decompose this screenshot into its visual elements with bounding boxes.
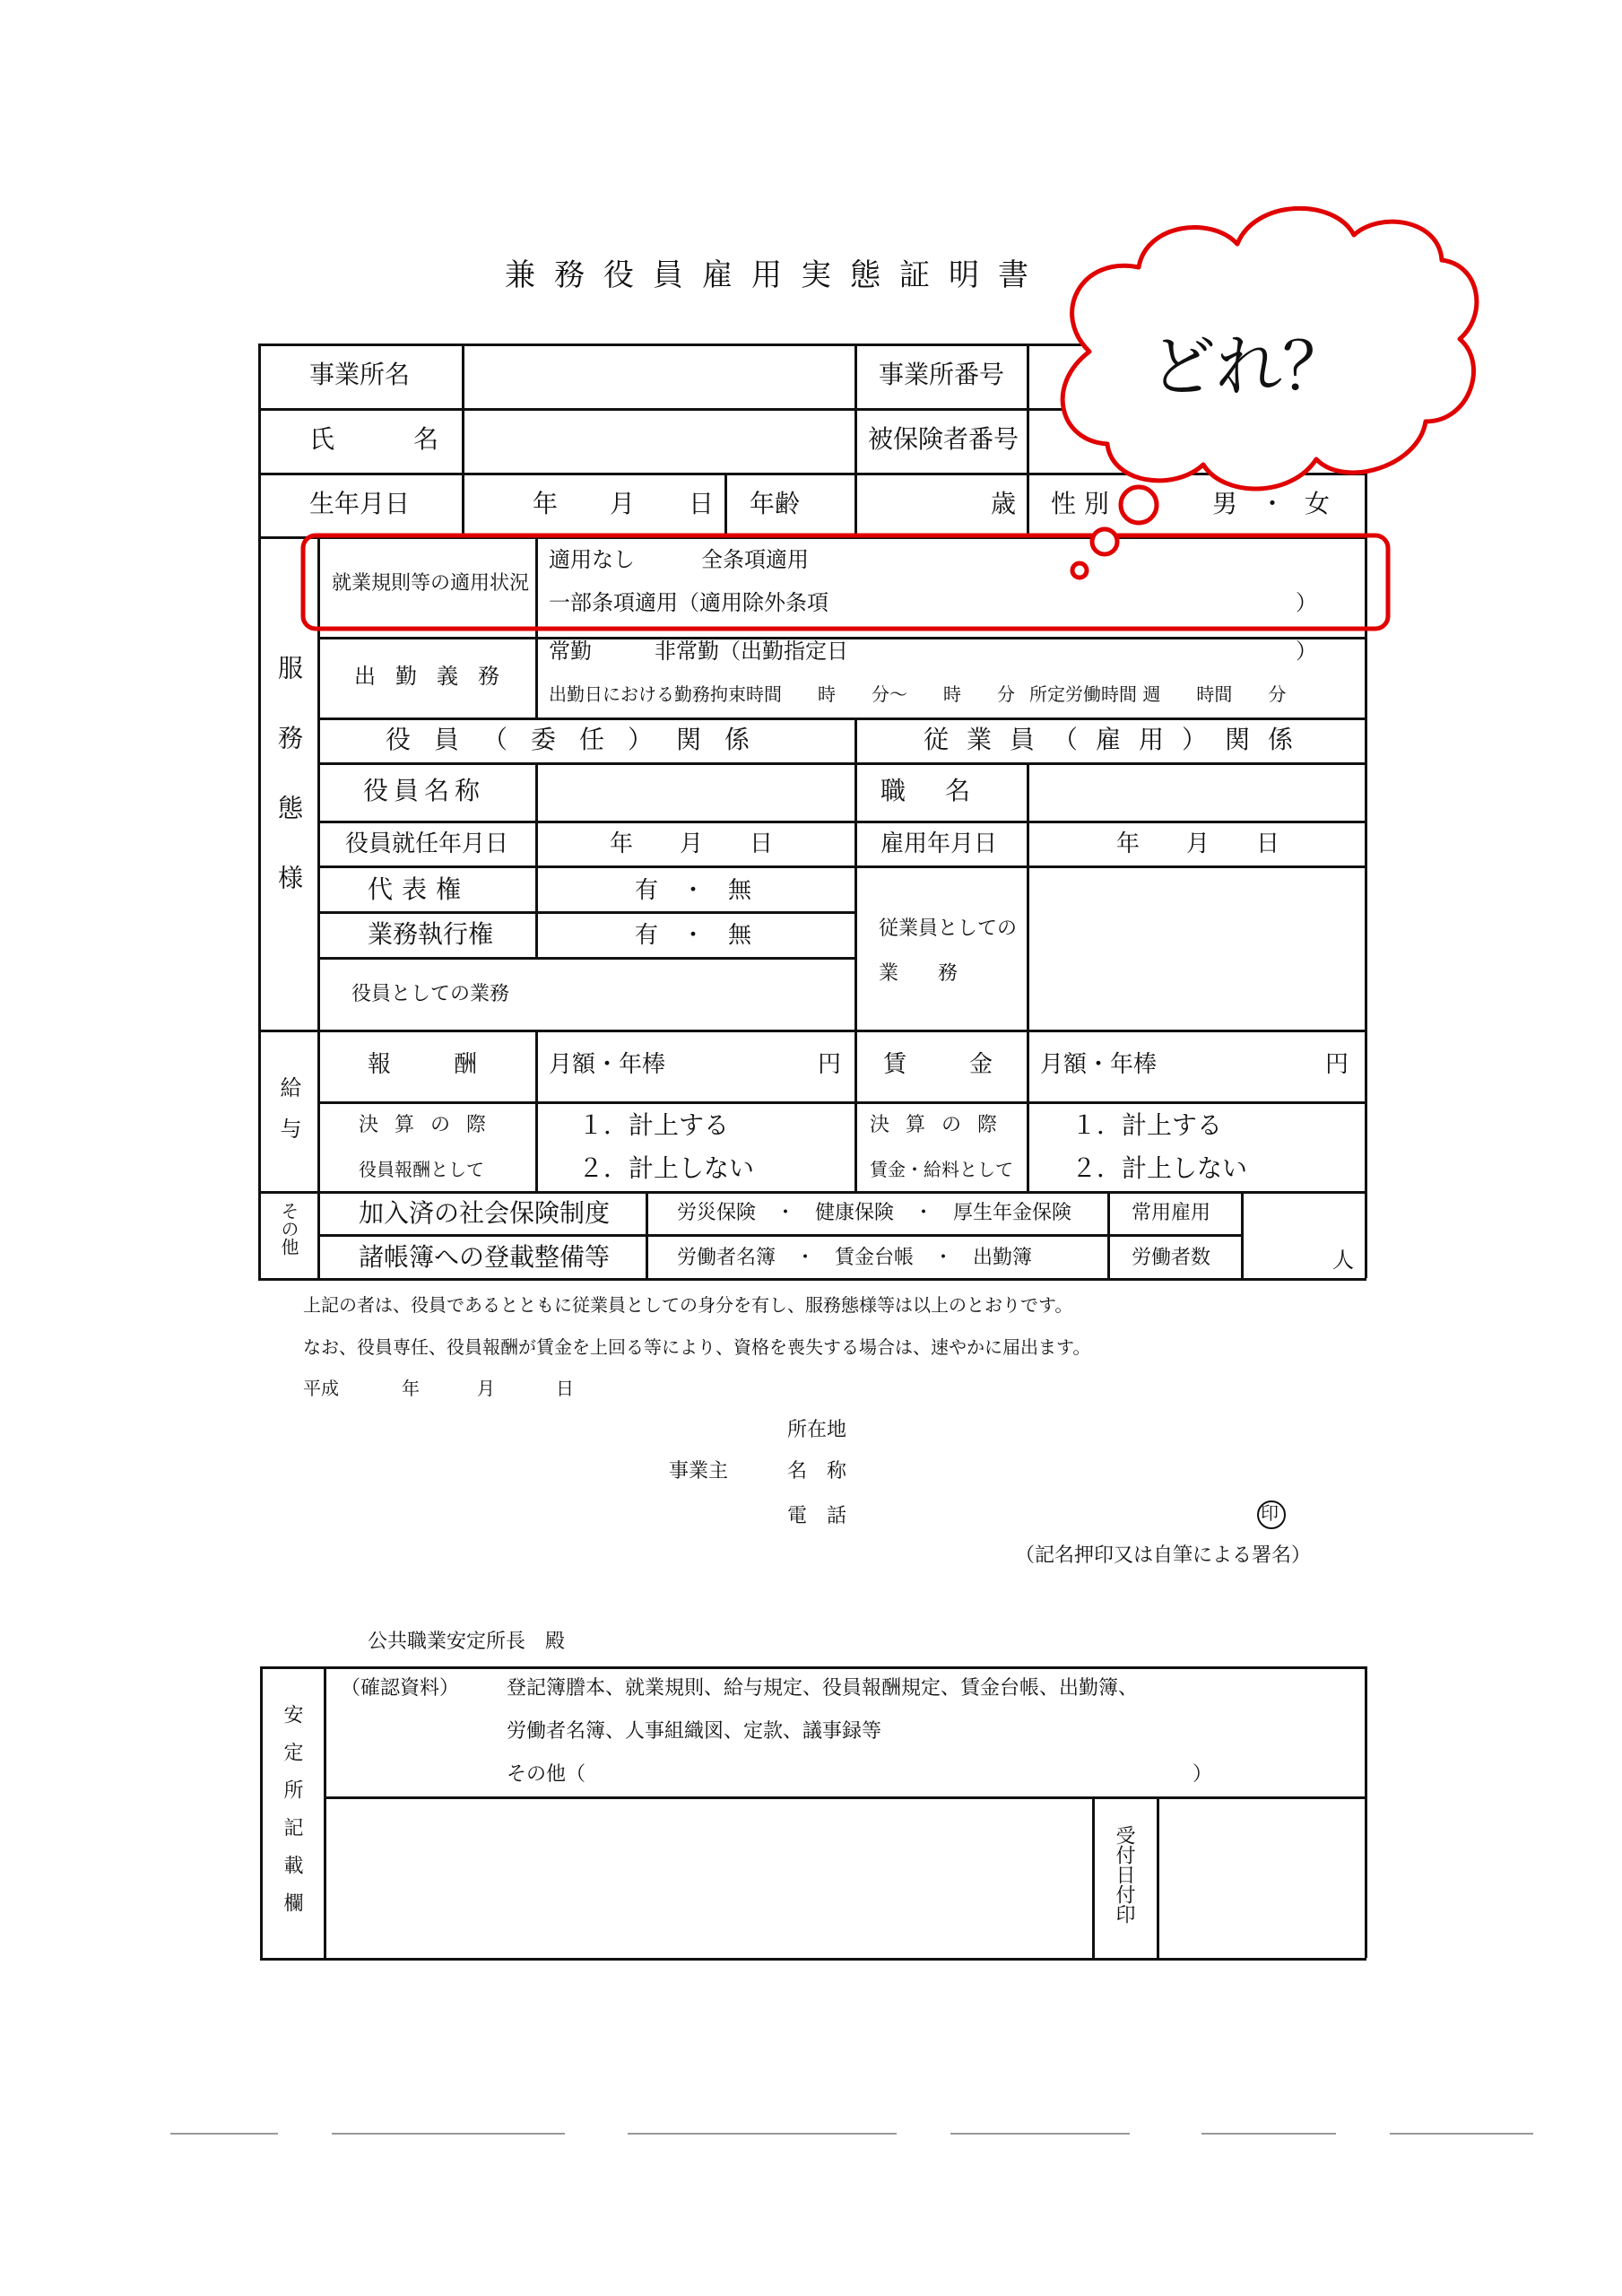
social-insurance-label: 加入済の社会保険制度 (359, 1198, 611, 1228)
worker-count-label: 労働者数 (1132, 1247, 1211, 1269)
execution-authority-label: 業務執行権 (368, 919, 494, 949)
office-name-label: 事業所名 (309, 360, 411, 389)
wage-salary-as-label: 賃金・給料として (870, 1159, 1013, 1180)
work-hours-line: 出勤日における勤務拘束時間 時 分～ 時 分 (549, 683, 1015, 705)
ledgers-options[interactable]: 労働者名簿 ・ 賃金台帳 ・ 出勤簿 (677, 1247, 1033, 1269)
wages-monthly-annual: 月額・年棒 (1040, 1051, 1158, 1078)
representative-authority-options[interactable]: 有 ・ 無 (635, 877, 752, 904)
officer-duties-label: 役員としての業務 (351, 983, 510, 1005)
insured-number-label: 被保険者番号 (868, 424, 1019, 454)
date-day-unit: 日 (556, 1378, 574, 1399)
employ-start-label: 雇用年月日 (880, 831, 998, 857)
officer-start-label: 役員就任年月日 (345, 831, 509, 857)
age-unit: 歳 (991, 489, 1017, 518)
birth-year-unit: 年 (533, 489, 559, 518)
date-month-unit: 月 (477, 1378, 495, 1399)
rules-application-label: 就業規則等の適用状況 (332, 572, 530, 595)
birth-day-unit: 日 (689, 489, 715, 518)
highlight-box (303, 535, 1388, 629)
other-section-label: その他 (278, 1202, 299, 1256)
attendance-irregular-option[interactable]: 非常勤（出勤指定日 (655, 639, 848, 664)
confirm-docs-other: その他（ (507, 1763, 586, 1786)
wage-record-option-1[interactable]: １．計上する (1071, 1110, 1223, 1140)
employer-name-label: 名 称 (787, 1460, 847, 1483)
birthdate-label: 生年月日 (309, 489, 411, 518)
service-section-label: 服務態様 (274, 655, 304, 935)
employ-start-date[interactable]: 年 月 日 (1116, 831, 1280, 857)
salary-section-label: 給与 (276, 1076, 301, 1159)
confirm-docs-close-paren: ） (1193, 1763, 1213, 1786)
confirm-docs-line-1: 登記簿謄本、就業規則、給与規定、役員報酬規定、賃金台帳、出勤簿、 (507, 1677, 1139, 1700)
sex-male-option[interactable]: 男 (1212, 489, 1238, 518)
social-insurance-options[interactable]: 労災保険 ・ 健康保険 ・ 厚生年金保険 (677, 1202, 1072, 1224)
remuneration-label: 報酬 (368, 1051, 541, 1078)
employer-phone-label: 電 話 (787, 1505, 847, 1527)
job-title-label: 職名 (880, 776, 1010, 805)
addressee-line: 公共職業安定所長 殿 (368, 1631, 566, 1653)
ledgers-label: 諸帳簿への登載整備等 (359, 1242, 611, 1272)
wage-record-option-2[interactable]: ２．計上しない (1071, 1153, 1248, 1183)
received-stamp-label: 受付日付印 (1113, 1825, 1135, 1924)
wages-yen-unit: 円 (1325, 1051, 1349, 1078)
remuneration-monthly-annual: 月額・年棒 (549, 1051, 666, 1078)
person-unit: 人 (1332, 1248, 1354, 1273)
officer-relation-heading: 役員（委任）関係 (386, 725, 774, 754)
representative-authority-label: 代表権 (368, 874, 471, 904)
weekly-hours-line: 所定労働時間 週 時間 分 (1029, 683, 1287, 705)
sex-female-option[interactable]: 女 (1305, 489, 1331, 518)
attendance-regular-option[interactable]: 常勤 (549, 639, 592, 664)
birth-month-unit: 月 (610, 489, 636, 518)
wages-label: 賃金 (883, 1051, 1056, 1078)
officer-record-option-1[interactable]: １．計上する (578, 1110, 730, 1140)
rules-close-paren: ） (1296, 590, 1317, 615)
employer-label: 事業主 (669, 1460, 729, 1483)
seal-char: 印 (1261, 1502, 1279, 1524)
employee-relation-heading: 従業員（雇用）関係 (924, 725, 1312, 754)
rules-option-all[interactable]: 全条項適用 (701, 547, 809, 572)
sex-separator: ・ (1260, 489, 1286, 518)
thought-dot-large (1121, 487, 1157, 523)
confirm-docs-label: （確認資料） (341, 1677, 460, 1700)
officer-record-option-2[interactable]: ２．計上しない (578, 1153, 755, 1183)
office-use-section-label: 安定所記載欄 (281, 1704, 303, 1930)
name-label: 氏 名 (309, 424, 466, 454)
officer-remuneration-as-label: 役員報酬として (359, 1159, 484, 1180)
office-number-label: 事業所番号 (879, 360, 1005, 389)
rules-option-none[interactable]: 適用なし (549, 547, 635, 572)
signature-note: （記名押印又は自筆による署名） (1015, 1544, 1312, 1567)
sex-label: 性 別 (1051, 489, 1109, 518)
thought-dot-small (1072, 563, 1087, 578)
date-year-unit: 年 (402, 1378, 420, 1399)
execution-authority-options[interactable]: 有 ・ 無 (635, 922, 752, 949)
age-label: 年齢 (750, 489, 801, 518)
attendance-label: 出勤義務 (354, 664, 519, 689)
employee-duties-label-1: 従業員としての (879, 918, 1018, 940)
confirm-docs-line-2: 労働者名簿、人事組織図、定款、議事録等 (507, 1720, 882, 1743)
document-title: 兼務役員雇用実態証明書 (505, 257, 1047, 293)
rules-option-partial[interactable]: 一部条項適用（適用除外条項 (549, 590, 828, 615)
employer-address-label: 所在地 (787, 1419, 847, 1441)
attendance-close-paren: ） (1296, 639, 1317, 664)
wage-settlement-label: 決算の際 (870, 1114, 1014, 1136)
officer-settlement-label: 決算の際 (359, 1114, 503, 1136)
officer-title-label: 役員名称 (363, 776, 486, 805)
officer-start-date[interactable]: 年 月 日 (610, 831, 774, 857)
statement-line-2: なお、役員専任、役員報酬が賃金を上回る等により、資格を喪失する場合は、速やかに届出ます。 (303, 1336, 1091, 1358)
bubble-question-text: どれ？ (1149, 328, 1349, 405)
remuneration-yen-unit: 円 (818, 1051, 842, 1078)
thought-dot-medium (1092, 529, 1117, 554)
statement-line-1: 上記の者は、役員であるとともに従業員としての身分を有し、服務態様等は以上のとおりです。 (303, 1294, 1073, 1316)
employee-duties-label-2: 業 務 (879, 962, 958, 985)
regular-employment-label: 常用雇用 (1132, 1202, 1211, 1224)
date-era: 平成 (303, 1378, 339, 1399)
